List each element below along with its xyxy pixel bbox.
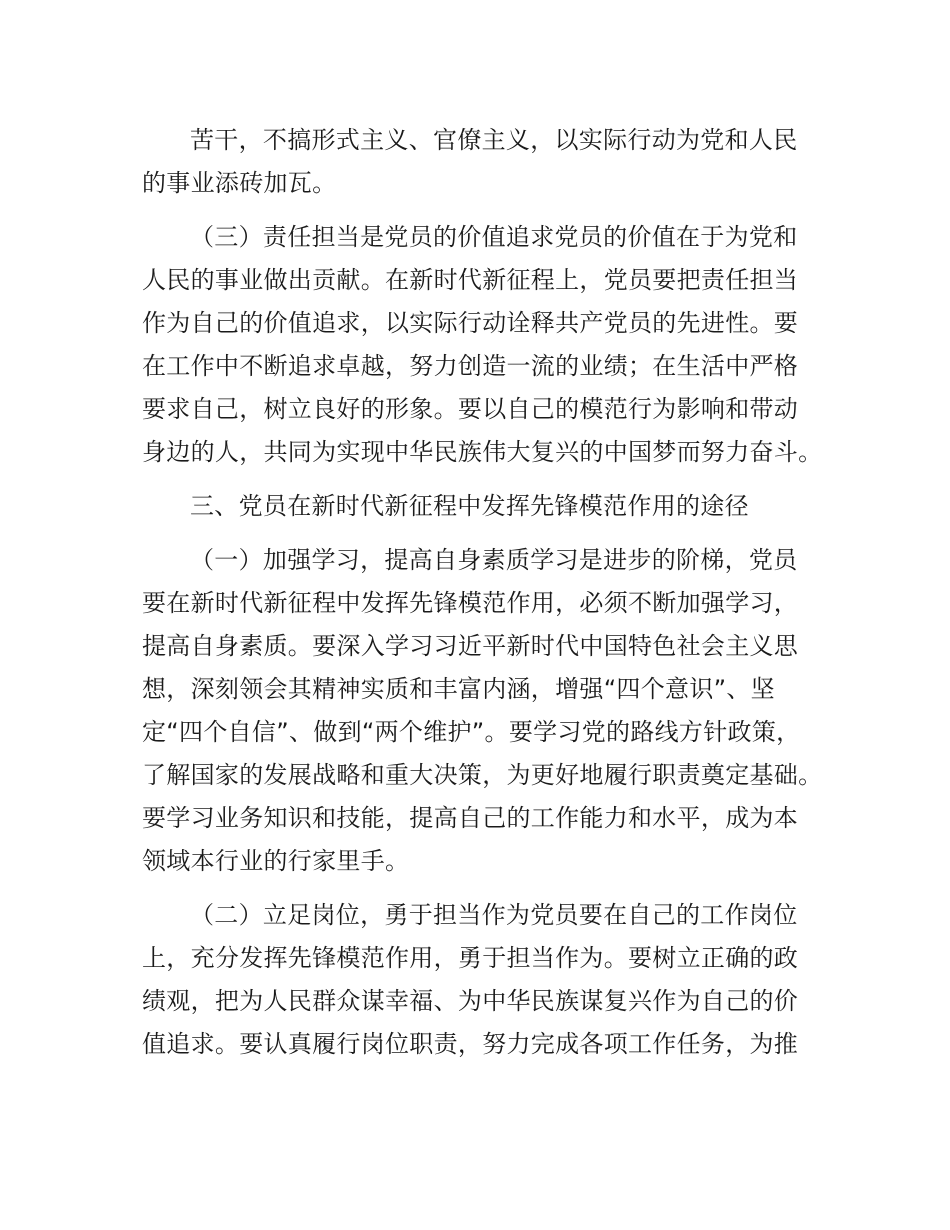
chapter-heading: 三、党员在新时代新征程中发挥先锋模范作用的途径 xyxy=(190,492,749,520)
text-line: 作为自己的价值追求，以实际行动诠释共产党员的先进性。要 xyxy=(142,309,799,337)
text-line: 绩观，把为人民群众谋幸福、为中华民族谋复兴作为自己的价 xyxy=(142,987,799,1015)
text-line: 提高自身素质。要深入学习习近平新时代中国特色社会主义思 xyxy=(142,632,799,660)
text-line: 领域本行业的行家里手。 xyxy=(142,847,410,875)
text-line: 值追求。要认真履行岗位职责，努力完成各项工作任务，为推 xyxy=(142,1030,799,1058)
text-line: 定“四个自信”、做到“两个维护”。要学习党的路线方针政策， xyxy=(142,718,801,746)
section-heading-3: （三）责任担当是党员的价值追求党员的价值在于为党和 xyxy=(190,223,798,251)
text-line: 要学习业务知识和技能，提高自己的工作能力和水平，成为本 xyxy=(142,804,799,832)
section-heading-2: （二）立足岗位，勇于担当作为党员要在自己的工作岗位 xyxy=(190,901,798,929)
text-line: 的事业添砖加瓦。 xyxy=(142,169,337,197)
text-line: 想，深刻领会其精神实质和丰富内涵，增强“四个意识”、坚 xyxy=(142,675,775,703)
text-line: 要求自己，树立良好的形象。要以自己的模范行为影响和带动 xyxy=(142,395,799,423)
text-line: 在工作中不断追求卓越，努力创造一流的业绩；在生活中严格 xyxy=(142,352,799,380)
text-line: 了解国家的发展战略和重大决策，为更好地履行职责奠定基础。 xyxy=(142,761,823,789)
text-line: 要在新时代新征程中发挥先锋模范作用，必须不断加强学习， xyxy=(142,589,799,617)
text-line: 身边的人，共同为实现中华民族伟大复兴的中国梦而努力奋斗。 xyxy=(142,438,823,466)
text-line: 苦干，不搞形式主义、官僚主义，以实际行动为党和人民 xyxy=(190,126,798,154)
section-heading-1: （一）加强学习，提高自身素质学习是进步的阶梯，党员 xyxy=(190,546,798,574)
text-line: 人民的事业做出贡献。在新时代新征程上，党员要把责任担当 xyxy=(142,266,799,294)
text-line: 上，充分发挥先锋模范作用，勇于担当作为。要树立正确的政 xyxy=(142,944,799,972)
